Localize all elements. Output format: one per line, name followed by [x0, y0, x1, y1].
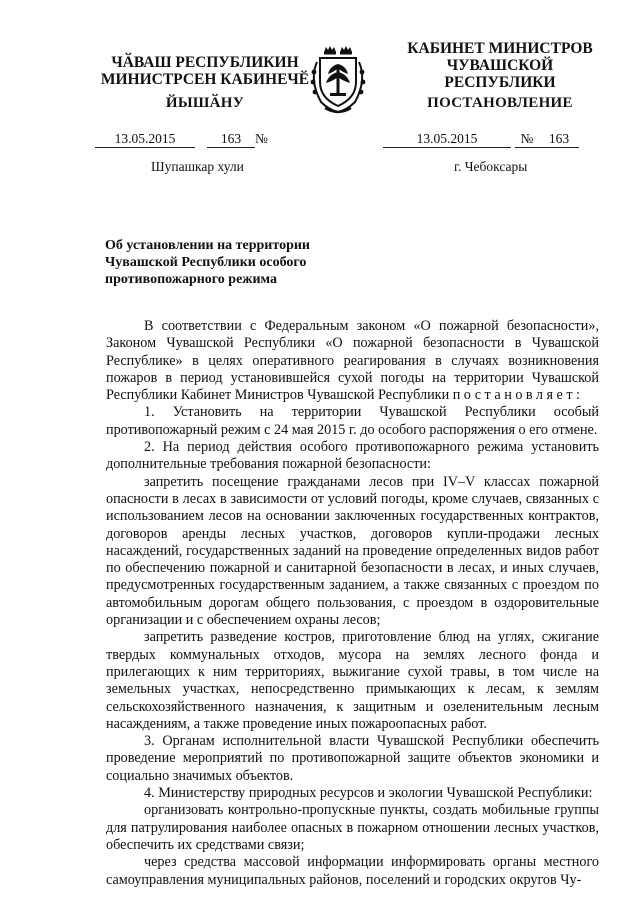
document-subject: Об установлении на территории Чувашской Республики особого противопожарного режима — [105, 238, 310, 287]
chuvash-coat-of-arms-icon — [305, 42, 371, 116]
number-right: 163 — [539, 131, 579, 148]
date-left: 13.05.2015 — [95, 131, 195, 148]
dateline-right — [383, 131, 605, 149]
header-right-title: ПОСТАНОВЛЕНИЕ — [427, 95, 573, 111]
header-left-line1: ЧӐВАШ РЕСПУБЛИКИН — [111, 54, 299, 71]
paragraph-1-text: В соответствии с Федеральным законом «О пожарной безопасности», Законом Чувашской Республики «О пожарной безопасности в Чувашской Республике» в целях оперативного реагирования в случаях возникновения пожаров в период установившейся сухой погоды на территории Чувашской Республики Кабинет Министров Чувашской Республики — [106, 318, 599, 404]
header-right-line1: КАБИНЕТ МИНИСТРОВ — [407, 40, 593, 57]
paragraph-5: запретить разведение костров, приготовление блюд на углях, сжигание твердых коммунальных отходов, мусора на землях лесного фонда и прилегающих к ним территориях, выжигание сухой травы, в том числе на земельных участках, непосредственно примыкающих к лесам, к землям сельскохозяйственного назначения, к защитным и озеленительным лесным насаждениям, а также проведение иных пожароопасных работ. — [106, 629, 599, 732]
number-left: 163 — [207, 131, 255, 148]
document-body — [106, 318, 599, 889]
header-left — [95, 54, 315, 88]
number-sign-left: № — [255, 131, 268, 146]
header-right — [390, 40, 610, 91]
date-right: 13.05.2015 — [383, 131, 511, 148]
header-right-line2: ЧУВАШСКОЙ РЕСПУБЛИКИ — [444, 57, 556, 91]
header-left-line2: МИНИСТРСЕН КАБИНЕЧӖ — [100, 71, 310, 88]
header-left-title: ЙЫШӐНУ — [165, 95, 245, 111]
place-right: г. Чебоксары — [454, 159, 528, 174]
paragraph-7: 4. Министерству природных ресурсов и экологии Чувашской Республики: — [144, 785, 593, 802]
paragraph-2: 1. Установить на территории Чувашской Республики особый противопожарный режим с 24 мая 2015 г. до особого распоряжения о его отмене. — [106, 404, 599, 438]
paragraph-1 — [106, 318, 599, 404]
paragraph-4: запретить посещение гражданами лесов при IV–V классах пожарной опасности в лесах в зависимости от условий погоды, кроме случаев, связанных с использованием лесов на основании заключенных государственных контрактов, договоров аренды лесных участков, договоров купли-продажи лесных насаждений, государственных заданий на проведение определенных видов работ по обеспечению пожарной и санитарной безопасности в лесах, и иных случаев, предусмотренных государственным заданием, а также связанных с проездом по автомобильным дорогам общего пользования, с проездом в оздоровительные организации и с обеспечением охраны лесов; — [106, 473, 599, 629]
paragraph-1-decree-word: постановляет: — [452, 387, 584, 404]
paragraph-3: 2. На период действия особого противопожарного режима установить дополнительные требования пожарной безопасности: — [106, 439, 599, 473]
paragraph-9: через средства массовой информации информировать органы местного самоуправления муниципальных районов, поселений и городских округов Чу- — [106, 854, 599, 888]
paragraph-6: 3. Органам исполнительной власти Чувашской Республики обеспечить проведение мероприятий по противопожарной защите объектов экономики и социально значимых объектов. — [106, 733, 599, 784]
dateline-left — [95, 131, 315, 149]
number-sign-right: № — [515, 131, 539, 148]
paragraph-8: организовать контрольно-пропускные пункты, создать мобильные группы для патрулирования наиболее опасных в пожарном отношении лесных участков, обеспечить их средствами связи; — [106, 802, 599, 853]
place-left: Шупашкар хули — [151, 159, 244, 174]
